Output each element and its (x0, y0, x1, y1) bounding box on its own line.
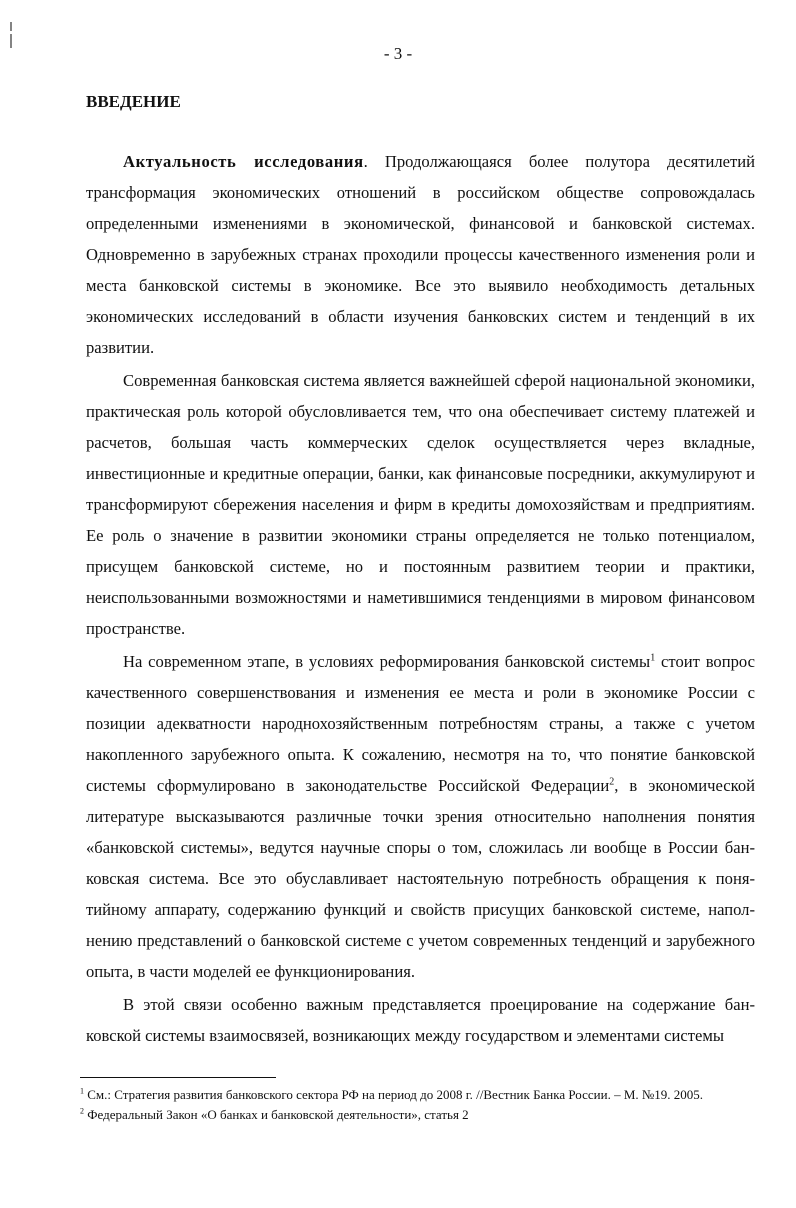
footnote-marker: 2 (80, 1106, 84, 1116)
footnote-ref: 2 (609, 776, 615, 788)
footnote-text: Федеральный Закон «О банках и банковской деятельности», статья 2 (84, 1107, 469, 1122)
section-heading: ВВЕДЕНИЕ (86, 92, 181, 111)
paragraph-current-stage (86, 646, 755, 987)
page-number: - 3 - (383, 44, 413, 63)
paragraph-text: В этой связи особенно важным представляется проецирование на содержание банковской системы взаимосвязей, возникающих между государством и элементами системы (86, 995, 755, 1045)
body-text (86, 146, 755, 1051)
paragraph-text: На современном этапе, в условиях реформирования банковской системы (123, 652, 651, 671)
footnote-marker: 1 (80, 1086, 84, 1096)
footnote-text: См.: Стратегия развития банковского сектора РФ на период до 2008 г. //Вестник Банка России. – М. №19. 2005. (84, 1087, 704, 1102)
paragraph-text: Современная банковская система является важнейшей сферой национальной экономики, практическая роль которой обусловливается тем, что она обеспечивает систему платежей и расчетов, большая часть коммерческих сделок осуществляется через вкладные, инвестиционные и кредитные операции, банки, как финансовые посредники, аккумулируют и трансформируют сбережения населения и фирм в кредиты домохозяйствам и предприятиям. Ее роль о значение в развитии экономики страны определяется не только потенциалом, присущем банковской системе, но и постоянным развитием теории и практики, неиспользованными возможностями и наметившимися тенденциями в мировом финансовом пространстве. (86, 371, 755, 638)
footnote-divider (80, 1077, 276, 1078)
paragraph-banking-system-role (86, 365, 755, 644)
footnotes (80, 1085, 770, 1125)
paragraph-relevance (86, 146, 755, 363)
paragraph-text: . Продолжающаяся более полутора десятилетий трансформация экономических отношений в российском обществе сопровождалась определенными изменениями в экономической, финансовой и банковской системах. Одновременно в зарубежных странах проходили процессы качественного изменения роли и места банковской системы в экономике. Все это выявило необходимость детальных экономических исследований в области изучения банковских систем и тенденций в их развитии. (86, 152, 755, 357)
paragraph-lead-term: Актуальность исследования (123, 152, 364, 171)
footnote-ref: 1 (650, 652, 656, 664)
paragraph-text: стоит вопрос качественного совершенствования и изменения ее места и роли в экономике России с позиции адекватности народнохозяйственным потребностям страны, а также с учетом накопленного зарубежного опыта. К сожалению, несмотря на то, что понятие банковской системы сформулировано в законодательстве Российской Федерации (86, 652, 755, 795)
paragraph-text: , в экономической литературе высказываются различные точки зрения относительно наполнения понятия «банковской системы», ведутся научные споры о том, сложилась ли вообще в России банковская система. Все это обуславливает настоятельную потребность обращения к понятийному аппарату, содержанию функций и свойств присущих банковской системе, наполнению представлений о банковской системе с учетом современных тенденций и зарубежного опыта, в части моделей ее функционирования. (86, 776, 755, 981)
paragraph-projection (86, 989, 755, 1051)
footnote-item (80, 1085, 770, 1105)
footnote-item (80, 1105, 770, 1125)
